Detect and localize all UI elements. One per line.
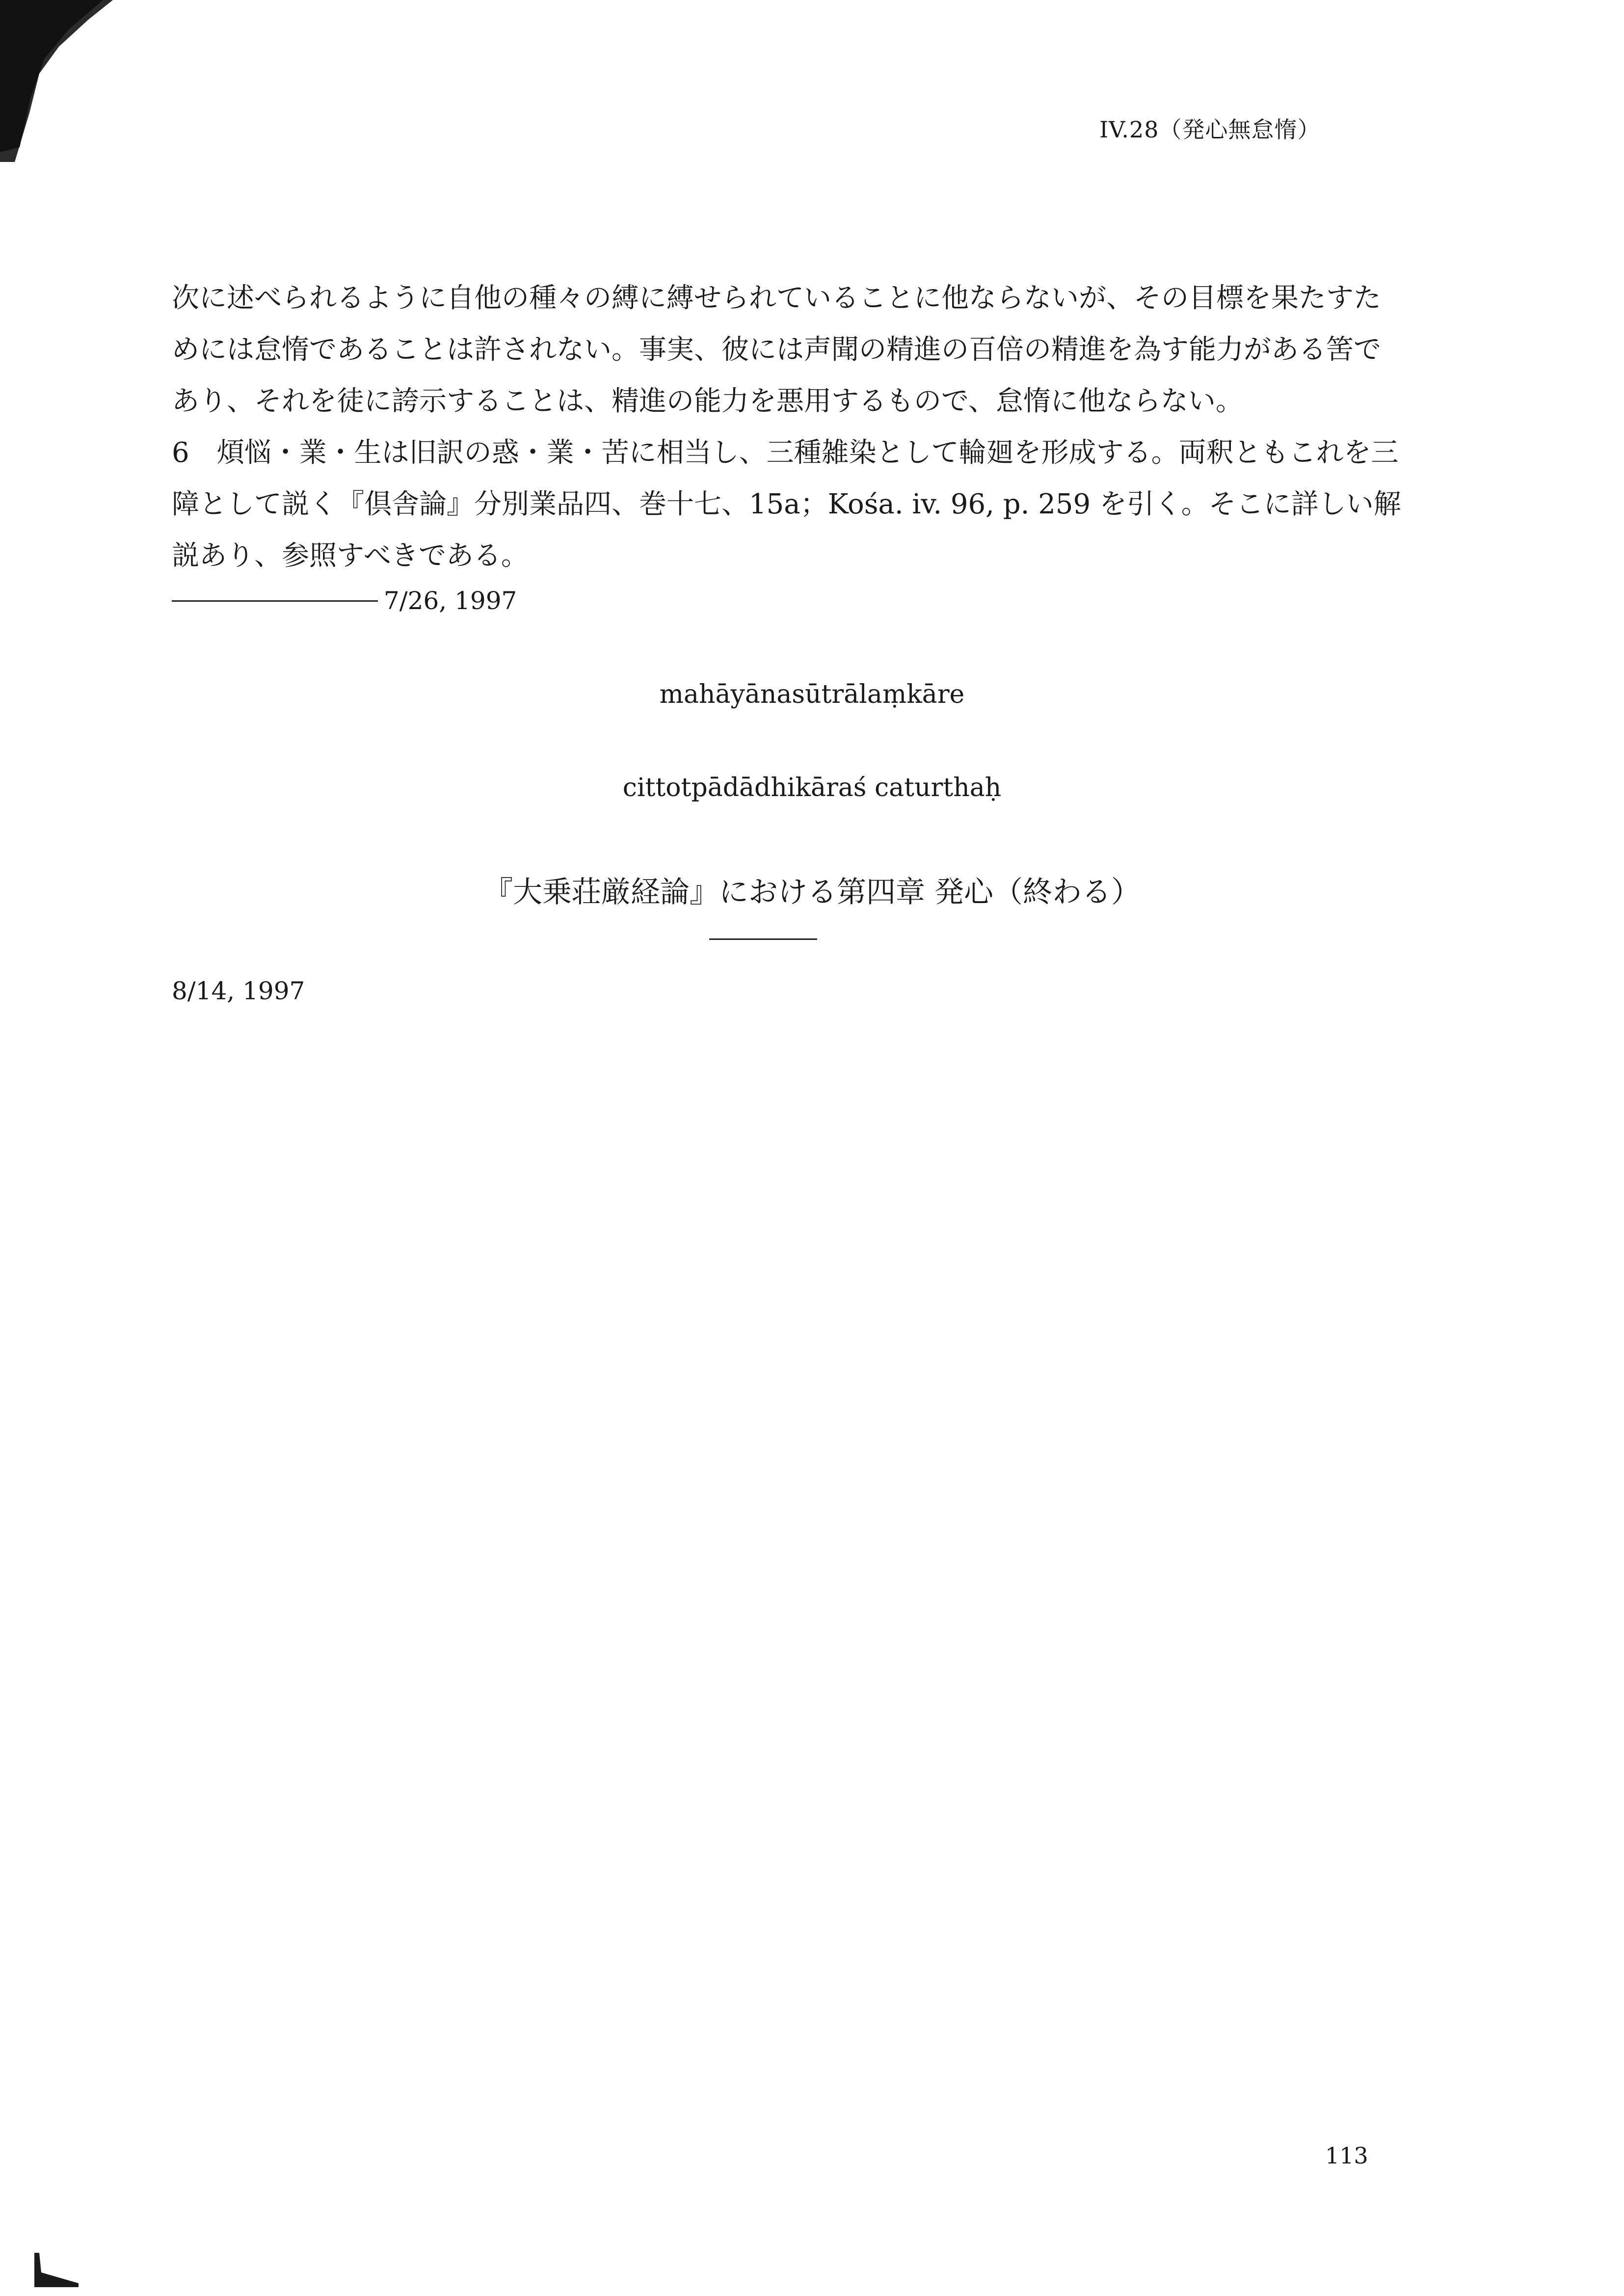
running-head: IV.28（発心無怠惰） [1099,116,1321,143]
end-rule [709,938,817,940]
scan-shadow-top-left [0,0,118,162]
colophon-chapter-japanese: 『大乗荘厳経論』における第四章 発心（終わる） [483,875,1141,909]
section-date-line [172,587,517,615]
body-line: めには怠惰であることは許されない。事実、彼には声聞の精進の百倍の精進を為す能力がある筈で [172,334,1381,366]
body-line: 次に述べられるように自他の種々の縛に縛せられていることに他ならないが、その目標を果たすた [172,282,1381,314]
footnote-line: 説あり、参照すべきである。 [172,540,529,572]
page-number: 113 [1325,2142,1368,2169]
scan-shadow-bottom-left [34,2253,79,2287]
final-date: 8/14, 1997 [172,977,305,1005]
body-text [172,272,1401,582]
body-line: あり、それを徒に誇示することは、精進の能力を悪用するもので、怠惰に他ならない。 [172,385,1243,417]
footnote-line: 6 煩悩・業・生は旧訳の惑・業・苦に相当し、三種雑染として輪廻を形成する。両釈ともこれを三 [172,437,1399,469]
colophon-title-iast: mahāyānasūtrālaṃkāre [659,680,965,709]
footnote-line: 障として説く『倶舎論』分別業品四、巻十七、15a；Kośa. iv. 96, p. 259 を引く。そこに詳しい解 [172,488,1401,520]
section-date: 7/26, 1997 [384,587,517,615]
date-rule [172,600,378,602]
colophon-chapter-iast: cittotpādādhikāraś caturthaḥ [622,773,1002,802]
